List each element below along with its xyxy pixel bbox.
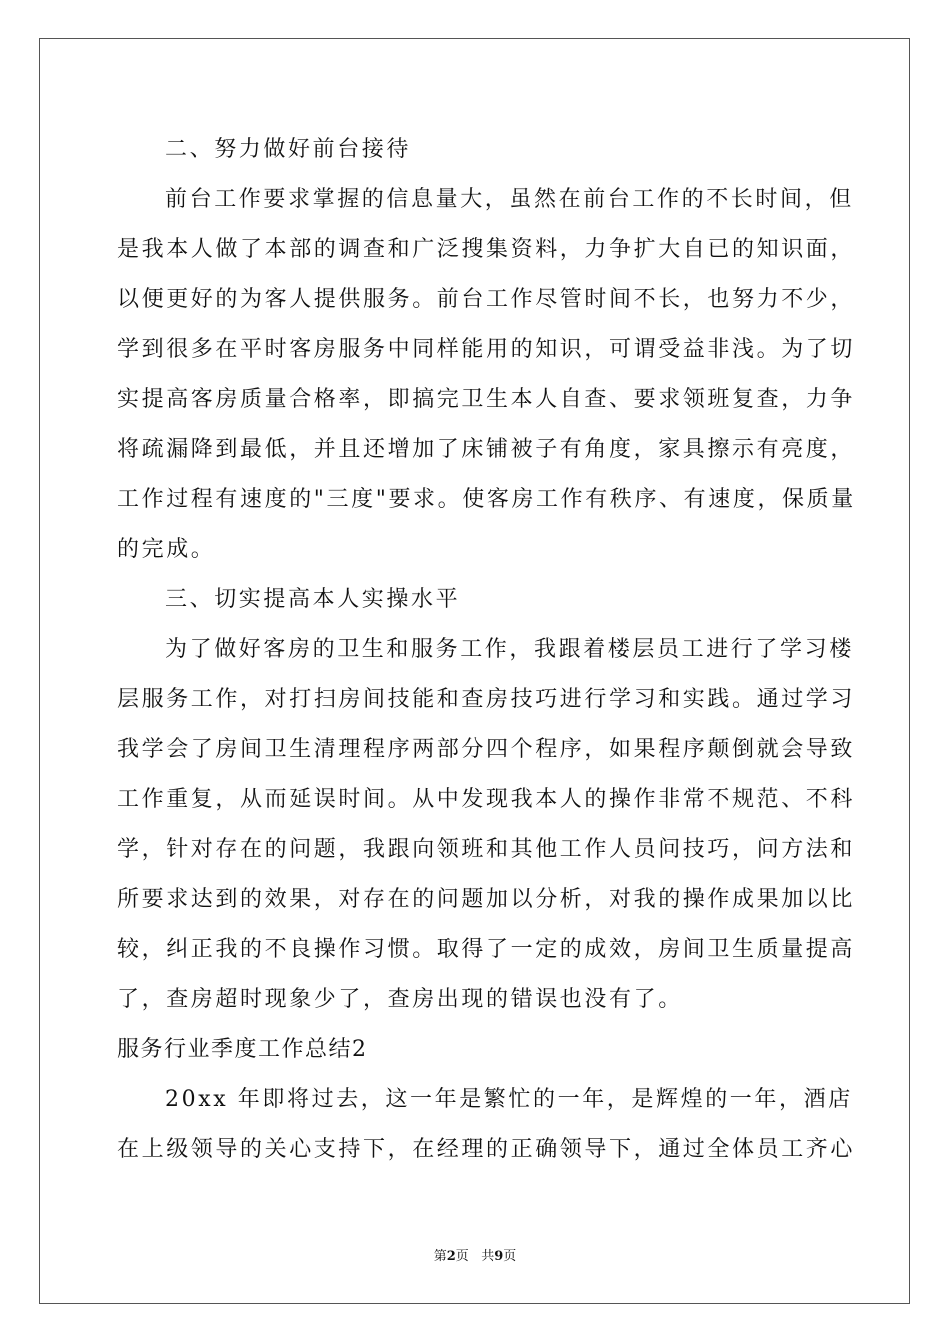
footer-prefix: 第 — [433, 1249, 447, 1264]
footer-total-suffix: 页 — [503, 1249, 517, 1264]
paragraph-line: 学到很多在平时客房服务中同样能用的知识，可谓受益非浅。为了切 — [117, 337, 856, 362]
paragraph-line: 以便更好的为客人提供服务。前台工作尽管时间不长，也努力不少， — [117, 287, 856, 312]
paragraph-line: 是我本人做了本部的调查和广泛搜集资料，力争扩大自已的知识面， — [117, 237, 856, 262]
paragraph-line: 学，针对存在的问题，我跟向领班和其他工作人员问技巧，问方法和 — [117, 837, 856, 862]
paragraph-line: 层服务工作，对打扫房间技能和查房技巧进行学习和实践。通过学习 — [117, 687, 856, 712]
page-footer — [0, 1245, 950, 1264]
paragraph-line: 实提高客房质量合格率，即搞完卫生本人自查、要求领班复查，力争 — [117, 387, 856, 412]
footer-total-prefix: 共 — [481, 1249, 495, 1264]
paragraph-line: 较，纠正我的不良操作习惯。取得了一定的成效，房间卫生质量提高 — [117, 937, 856, 962]
footer-page-suffix: 页 — [455, 1249, 469, 1264]
paragraph-line: 的完成。 — [117, 537, 216, 562]
paragraph-line: 我学会了房间卫生清理程序两部分四个程序，如果程序颠倒就会导致 — [117, 737, 856, 762]
heading-2: 二、努力做好前台接待 — [165, 137, 412, 162]
paragraph-line: 将疏漏降到最低，并且还增加了床铺被子有角度，家具擦示有亮度， — [117, 437, 856, 462]
total-pages: 9 — [494, 1249, 504, 1264]
paragraph-line: 工作重复，从而延误时间。从中发现我本人的操作非常不规范、不科 — [117, 787, 856, 812]
paragraph-line: 为了做好客房的卫生和服务工作，我跟着楼层员工进行了学习楼 — [165, 637, 854, 662]
paragraph-line: 前台工作要求掌握的信息量大，虽然在前台工作的不长时间，但 — [165, 187, 854, 212]
heading-3: 三、切实提高本人实操水平 — [165, 587, 461, 612]
paragraph-line: 了，查房超时现象少了，查房出现的错误也没有了。 — [117, 987, 683, 1012]
paragraph-line: 工作过程有速度的"三度"要求。使客房工作有秩序、有速度，保质量 — [117, 487, 856, 512]
paragraph-line: 在上级领导的关心支持下，在经理的正确领导下，通过全体员工齐心 — [117, 1137, 856, 1162]
paragraph-line: 所要求达到的效果，对存在的问题加以分析，对我的操作成果加以比 — [117, 887, 856, 912]
document-body — [117, 125, 856, 1175]
section-title: 服务行业季度工作总结2 — [117, 1037, 368, 1062]
page-number: 2 — [446, 1249, 456, 1264]
paragraph-line: 20xx 年即将过去，这一年是繁忙的一年，是辉煌的一年，酒店 — [165, 1087, 853, 1112]
